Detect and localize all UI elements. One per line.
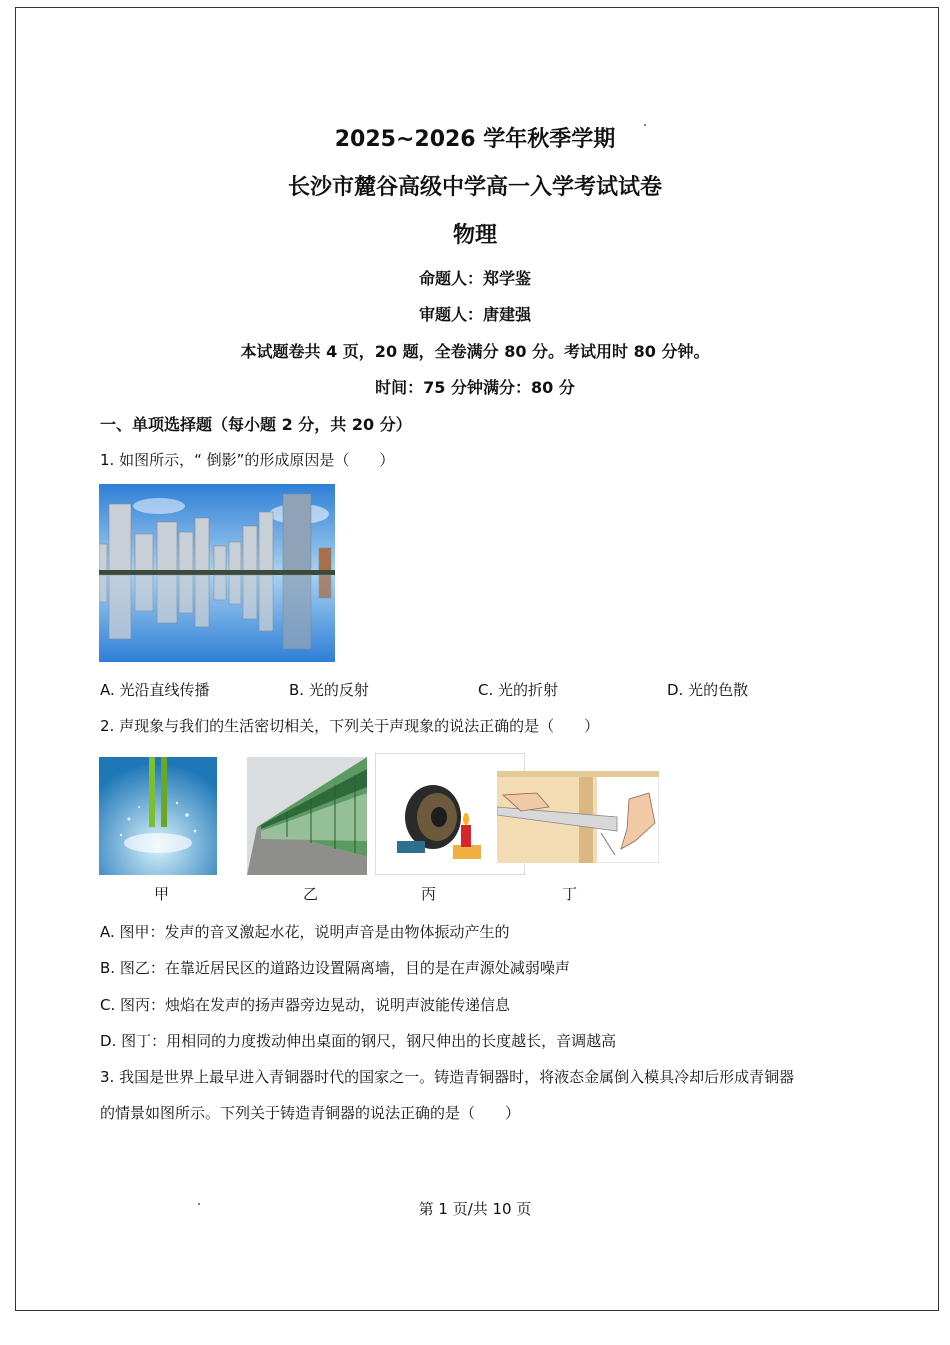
q3-stem-line1: 3. 我国是世界上最早进入青铜器时代的国家之一。铸造青铜器时，将液态金属倒入模具冷却后形成青铜器 xyxy=(100,1068,795,1086)
q1-stem: 1. 如图所示，“ 倒影”的形成原因是（ ） xyxy=(100,451,395,469)
exam-info: 本试题卷共 4 页，20 题，全卷满分 80 分。考试用时 80 分钟。 xyxy=(240,342,710,361)
q2-caption-bing: 丙 xyxy=(421,885,437,903)
q2-option-c[interactable]: C. 图丙：烛焰在发声的扬声器旁边晃动，说明声波能传递信息 xyxy=(100,996,511,1014)
noise-barrier-photo xyxy=(247,757,367,875)
q2-stem: 2. 声现象与我们的生活密切相关，下列关于声现象的说法正确的是（ ） xyxy=(100,717,600,735)
q1-option-b[interactable]: B. 光的反射 xyxy=(289,681,369,699)
q1-option-a[interactable]: A. 光沿直线传播 xyxy=(100,681,210,699)
exam-title-line1: 2025~2026 学年秋季学期 xyxy=(334,127,616,152)
exam-author: 命题人：郑学鉴 xyxy=(418,269,531,288)
q2-option-b[interactable]: B. 图乙：在靠近居民区的道路边设置隔离墙，目的是在声源处减弱噪声 xyxy=(100,959,570,977)
q3-stem-line2: 的情景如图所示。下列关于铸造青铜器的说法正确的是（ ） xyxy=(100,1104,521,1122)
page-number: 第 1 页/共 10 页 xyxy=(418,1200,532,1218)
q1-option-d[interactable]: D. 光的色散 xyxy=(667,681,749,699)
q1-option-c[interactable]: C. 光的折射 xyxy=(478,681,559,699)
exam-title-line2: 长沙市麓谷高级中学高一入学考试试卷 xyxy=(287,175,662,200)
q2-caption-jia: 甲 xyxy=(154,885,170,903)
q2-caption-ding: 丁 xyxy=(562,885,578,903)
q2-caption-yi: 乙 xyxy=(303,885,319,903)
exam-reviewer: 审题人：唐建强 xyxy=(418,305,531,324)
q2-option-a[interactable]: A. 图甲：发声的音叉激起水花，说明声音是由物体振动产生的 xyxy=(100,923,510,941)
section-heading: 一、单项选择题（每小题 2 分，共 20 分） xyxy=(100,415,412,434)
exam-subject: 物理 xyxy=(452,223,497,248)
ruler-table-photo xyxy=(497,771,659,863)
exam-time-score: 时间：75 分钟满分：80 分 xyxy=(375,378,575,397)
q2-option-d[interactable]: D. 图丁：用相同的力度拨动伸出桌面的钢尺，钢尺伸出的长度越长，音调越高 xyxy=(100,1032,617,1050)
city-reflection-photo xyxy=(99,484,335,662)
tuning-fork-water-photo xyxy=(99,757,217,875)
